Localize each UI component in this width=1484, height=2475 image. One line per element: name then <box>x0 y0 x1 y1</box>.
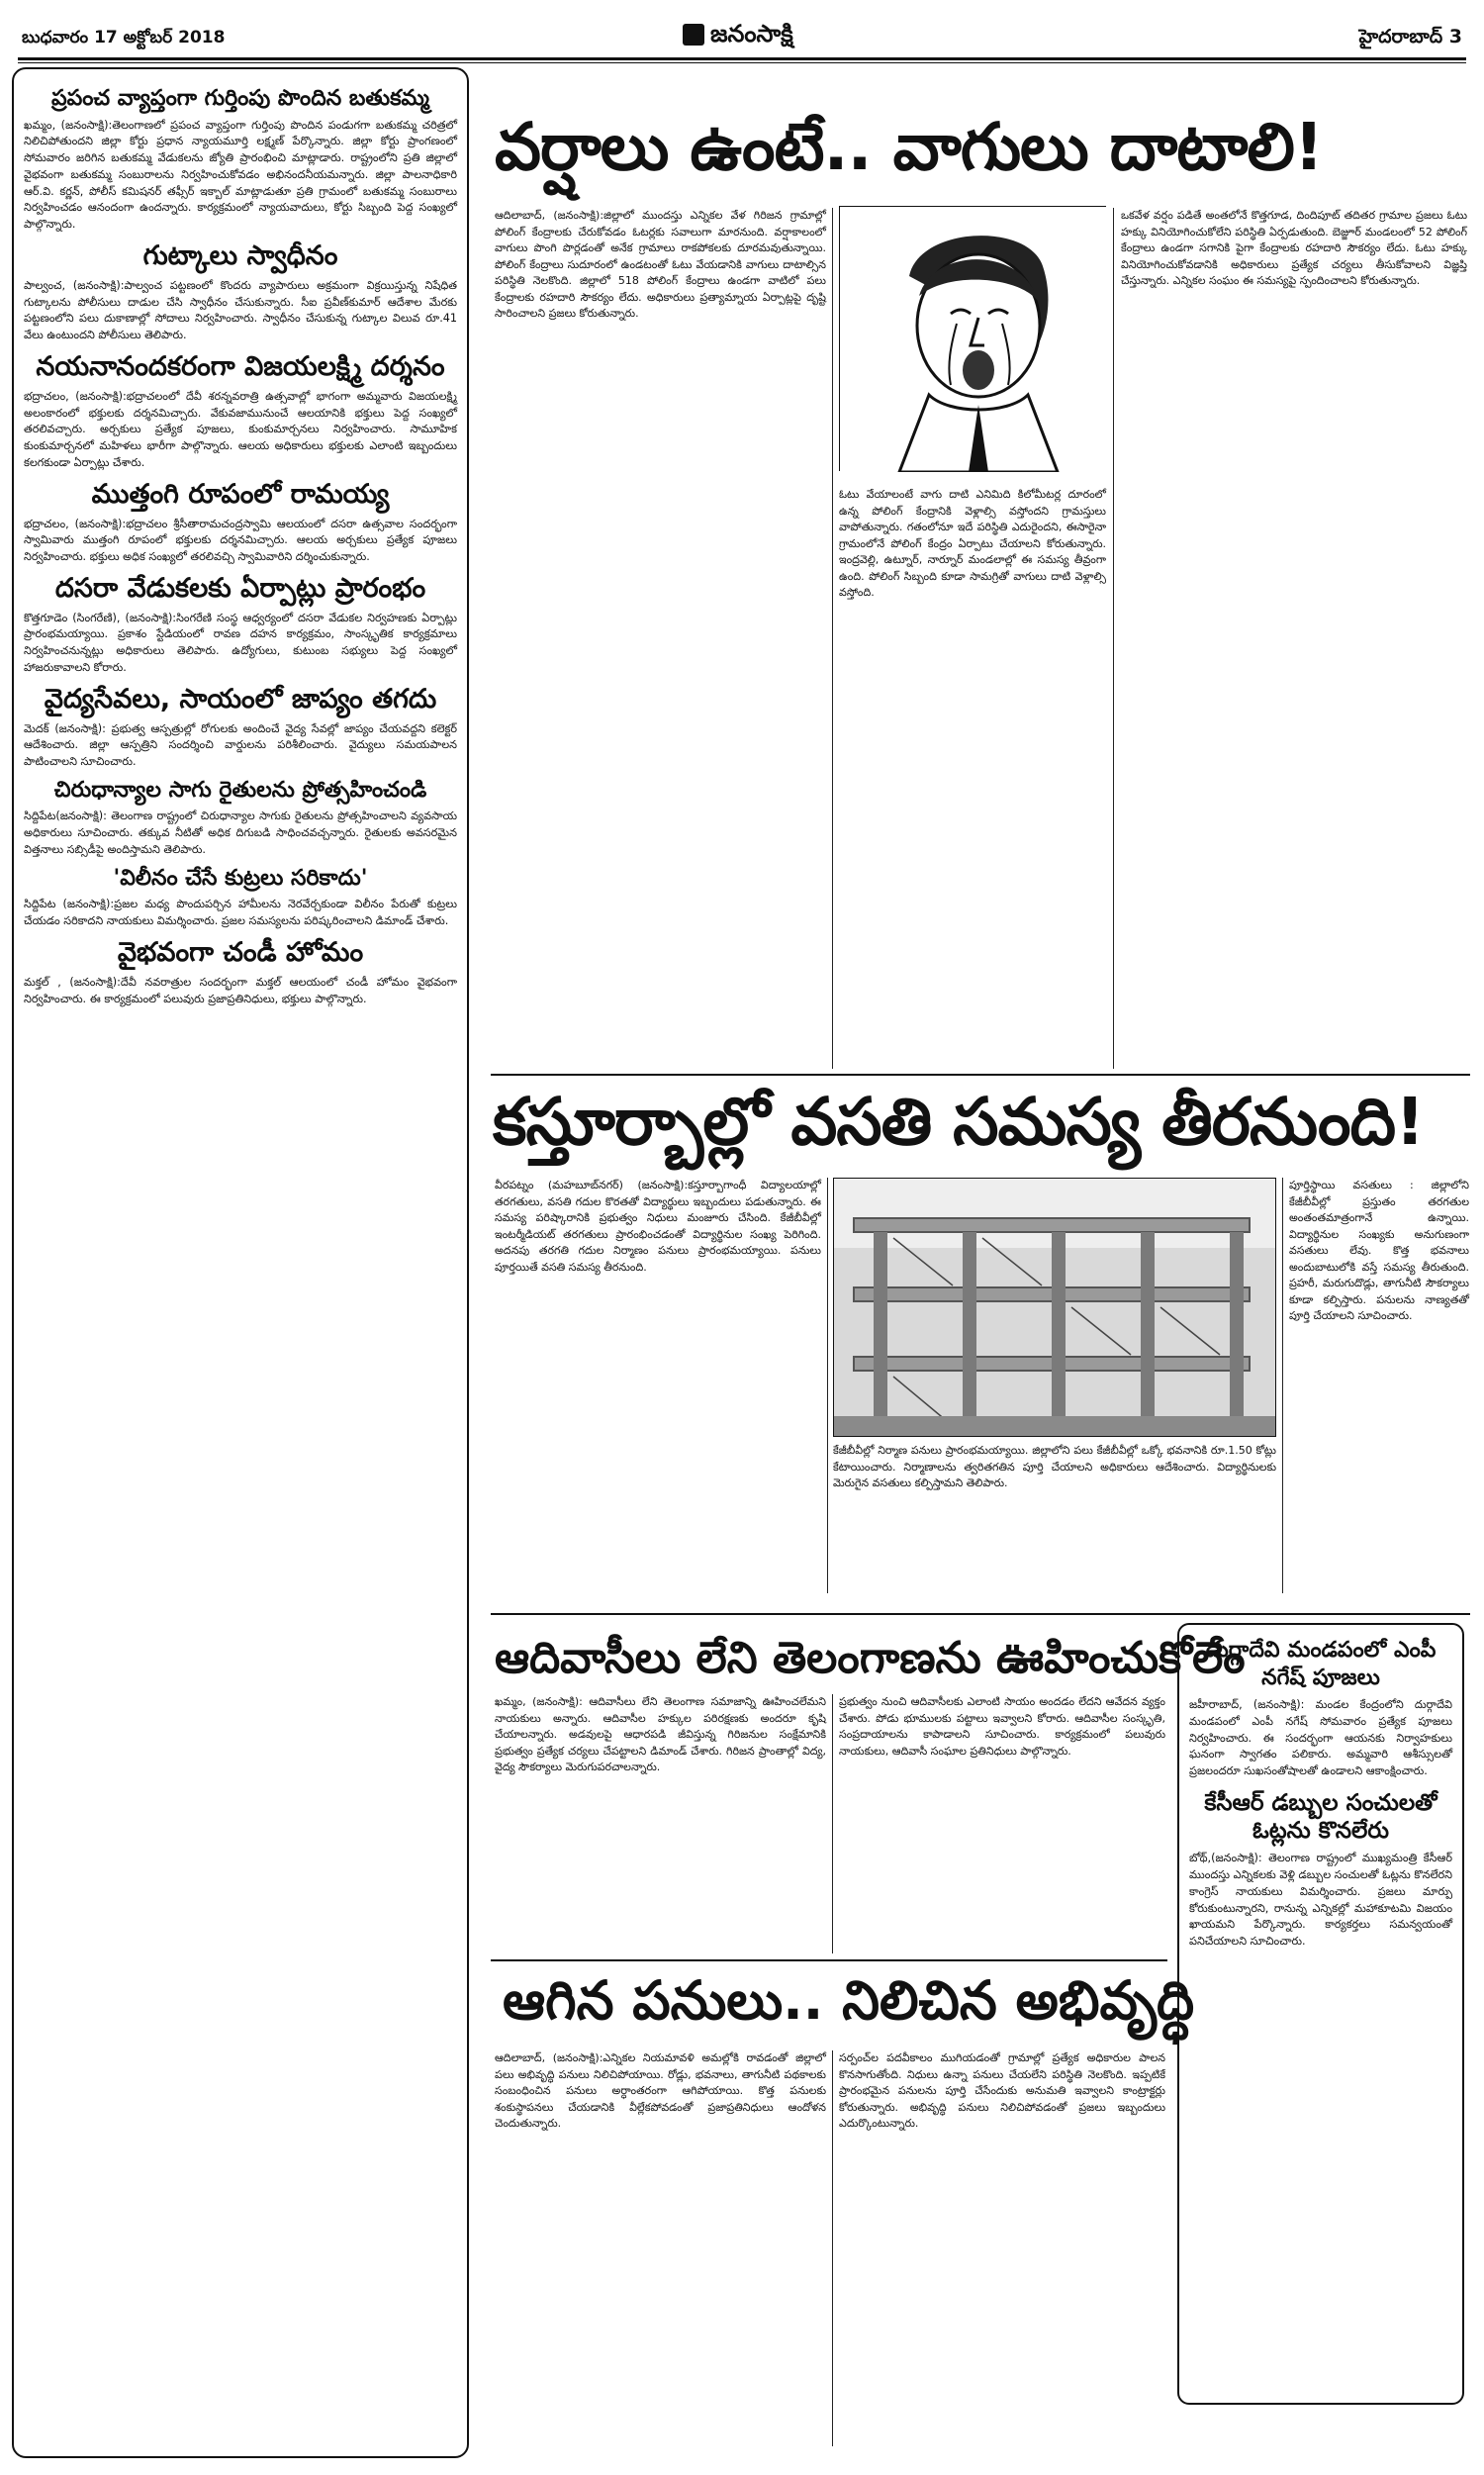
story1-column-3 <box>1121 208 1467 1069</box>
story3-column-2 <box>839 1694 1165 1953</box>
story3-text-2: ప్రభుత్వం నుంచి ఆదివాసీలకు ఎలాంటి సాయం అందడం లేదని ఆవేదన వ్యక్తం చేశారు. పోడు భూములకు పట్టాలు ఇవ్వాలని కోరారు. ఆదివాసీల సంస్కృతి, సంప్రదాయాలను కాపాడాలని సూచించారు. కార్యక్రమంలో పలువురు నాయకులు, ఆదివాసీ సంఘాల ప్రతినిధులు పాల్గొన్నారు. <box>839 1695 1165 1758</box>
left-headline-3: నయనానందకరంగా విజయలక్ష్మి దర్శనం <box>36 351 445 383</box>
story4-text-2: సర్పంచ్‌ల పదవీకాలం ముగియడంతో గ్రామాల్లో ప్రత్యేక అధికారుల పాలన కొనసాగుతోంది. నిధులు ఉన్నా పనులు చేయలేని పరిస్థితి నెలకొంది. ఇప్పటికే ప్రారంభమైన పనులను పూర్తి చేసేందుకు అనుమతి ఇవ్వాలని కాంట్రాక్టర్లు కోరుతున్నారు. అభివృద్ధి పనులు నిలిచిపోవడంతో ప్రజలు ఇబ్బందులు ఎదుర్కొంటున్నారు. <box>839 2051 1165 2130</box>
story3-text-1: ఖమ్మం, (జనంసాక్షి): ఆదివాసీలు లేని తెలంగాణ సమాజాన్ని ఊహించలేమని నాయకులు అన్నారు. ఆదివాసీల హక్కుల పరిరక్షణకు అందరూ కృషి చేయాలన్నారు. అడవులపై ఆధారపడి జీవిస్తున్న గిరిజనుల సంక్షేమానికి ప్రభుత్వం ప్రత్యేక చర్యలు చేపట్టాలని డిమాండ్ చేశారు. గిరిజన ప్రాంతాల్లో విద్య, వైద్య సౌకర్యాలు మెరుగుపరచాలన్నారు. <box>495 1695 826 1773</box>
left-headline-5: దసరా వేడుకలకు ఏర్పాట్లు ప్రారంభం <box>54 572 426 604</box>
story4-column-2 <box>839 2050 1165 2446</box>
story2-column-1 <box>495 1178 821 1593</box>
story4-column-1 <box>495 2050 826 2446</box>
left-article-9: మక్తల్ , (జనంసాక్షి):దేవీ నవరాత్రుల సందర్భంగా మక్తల్ ఆలయంలో చండీ హోమం వైభవంగా నిర్వహించారు. ఈ కార్యక్రమంలో పలువురు ప్రజాప్రతినిధులు, భక్తులు పాల్గొన్నారు. <box>24 975 457 1005</box>
story2-text-2: కేజీబీవీల్లో నిర్మాణ పనులు ప్రారంభమయ్యాయి. జిల్లాలోని పలు కేజీబీవీల్లో ఒక్కో భవనానికి రూ.1.50 కోట్లు కేటాయించారు. నిర్మాణాలను త్వరితగతిన పూర్తి చేయాలని అధికారులు ఆదేశించారు. విద్యార్థినులకు మెరుగైన వసతులు కల్పిస్తామని తెలిపారు. <box>833 1444 1276 1489</box>
left-headline-2: గుట్కాలు స్వాధీనం <box>142 240 338 272</box>
header-rule <box>18 57 1466 60</box>
building-under-construction-icon <box>834 1179 1276 1437</box>
story2-divider-1 <box>827 1178 828 1593</box>
story1-text-2: ఓటు వేయాలంటే వాగు దాటి ఎనిమిది కిలోమీటర్ల దూరంలో ఉన్న పోలింగ్ కేంద్రానికి వెళ్లాల్సి వస్తోందని గ్రామస్తులు వాపోతున్నారు. గతంలోనూ ఇదే పరిస్థితి ఎదురైందని, ఈసారైనా గ్రామంలోనే పోలింగ్ కేంద్రం ఏర్పాటు చేయాలని కోరుతున్నారు. ఇంద్రవెల్లి, ఉట్నూర్, నార్నూర్ మండలాల్లో ఈ సమస్య తీవ్రంగా ఉంది. పోలింగ్ సిబ్బంది కూడా సామగ్రితో వాగులు దాటి వెళ్లాల్సి వస్తోంది. <box>839 488 1106 599</box>
development-headline: ఆగిన పనులు.. నిలిచిన అభివృద్ధి <box>503 1969 1195 2032</box>
header-rule-thin <box>18 62 1466 63</box>
left-news-column <box>12 67 469 2458</box>
left-headline-1: ప్రపంచ వ్యాప్తంగా గుర్తింపు పొందిన బతుకమ్మ <box>50 86 430 111</box>
story1-text-1: ఆదిలాబాద్, (జనంసాక్షి):జిల్లాలో ముందస్తు ఎన్నికల వేళ గిరిజన గ్రామాల్లో పోలింగ్ కేంద్రాలకు చేరుకోవడం ఓటర్లకు సవాలుగా మారనుంది. వర్షాకాలంలో వాగులు పొంగి పొర్లడంతో అనేక గ్రామాలు రాకపోకలకు దూరమవుతున్నాయి. పోలింగ్ కేంద్రాలు సుదూరంలో ఉండటంతో ఓటు వేయడానికి వాగులు దాటాల్సిన పరిస్థితి నెలకొంది. జిల్లాలో 518 పోలింగ్ కేంద్రాలు ఉండగా వాటిలో పలు కేంద్రాలకు రహదారి సౌకర్యం లేదు. అధికారులు ప్రత్యామ్నాయ ఏర్పాట్లపై దృష్టి సారించాలని ప్రజలు కోరుతున్నారు. <box>495 209 826 320</box>
story1-divider-1 <box>832 208 833 1069</box>
issue-date: బుధవారం 17 అక్టోబర్ 2018 <box>22 28 226 48</box>
box-headline-1: దుర్గాదేవి మండపంలో ఎంపీ నగేష్ పూజలు <box>1205 1638 1437 1690</box>
left-headline-7: చిరుధాన్యాల సాగు రైతులను ప్రోత్సహించండి <box>53 777 427 803</box>
edition-city <box>1359 26 1463 52</box>
story1-divider-2 <box>1113 208 1114 1069</box>
story1-text-3: ఒకవేళ వర్షం పడితే అంతలోనే కొత్తగూడ, దిందిపూట్ తదితర గ్రామాల ప్రజలు ఓటు హక్కు వినియోగించుకోలేని పరిస్థితి ఏర్పడుతుంది. బెజ్జూర్ మండలంలో 52 పోలింగ్ కేంద్రాలు ఉండగా సగానికి పైగా కేంద్రాలకు రహదారి సౌకర్యం లేదు. ఓటు హక్కు వినియోగించుకోవడానికి అధికారులు ప్రత్యేక చర్యలు తీసుకోవాలని విజ్ఞప్తి చేస్తున్నారు. ఎన్నికల సంఘం ఈ సమస్యపై స్పందించాలని కోరుతున్నారు. <box>1121 209 1467 287</box>
masthead-logo <box>683 20 793 53</box>
city-name: హైదరాబాద్ <box>1358 26 1443 48</box>
story2-divider-2 <box>1282 1178 1283 1593</box>
logo-text: జనంసాక్షి <box>710 20 793 48</box>
main-headline: వర్షాలు ఉంటే.. వాగులు దాటాలి! <box>495 109 1323 185</box>
construction-photo <box>833 1178 1276 1437</box>
story3-divider <box>832 1694 833 1953</box>
logo-icon <box>683 24 704 46</box>
story2-text-1: వీరపట్నం (మహబూబ్‌నగర్) (జనంసాక్షి):కస్తూర్బాగాంధీ విద్యాలయాల్లో తరగతులు, వసతి గదుల కొరతతో విద్యార్థులు ఇబ్బందులు పడుతున్నారు. ఈ సమస్య పరిష్కారానికి ప్రభుత్వం నిధులు మంజూరు చేసింది. కేజీబీవీల్లో ఇంటర్మీడియట్ తరగతులు ప్రారంభించడంతో విద్యార్థినుల సంఖ్య పెరిగింది. అదనపు తరగతి గదుల నిర్మాణం పనులు ప్రారంభమయ్యాయి. పనులు పూర్తయితే వసతి సమస్య తీరనుంది. <box>495 1179 821 1274</box>
left-article-2: పాల్వంచ, (జనంసాక్షి):పాల్వంచ పట్టణంలో కొందరు వ్యాపారులు అక్రమంగా విక్రయిస్తున్న నిషేధిత గుట్కాలను పోలీసులు దాడుల చేసి స్వాధీనం చేసుకున్నారు. సీఐ ప్రవీణ్‌కుమార్ ఆదేశాల మేరకు పట్టణంలోని పలు దుకాణాల్లో సోదాలు నిర్వహించారు. స్వాధీనం చేసుకున్న గుట్కాల విలువ రూ.41 వేలు ఉంటుందని పోలీసులు తెలిపారు. <box>24 278 457 342</box>
story3-column-1 <box>495 1694 826 1953</box>
box-headline-2: కేసీఆర్ డబ్బుల సంచులతో ఓట్లను కొనలేరు <box>1204 1789 1438 1844</box>
crying-man-cartoon-icon <box>840 207 1107 472</box>
story4-text-1: ఆదిలాబాద్, (జనంసాక్షి):ఎన్నికల నియమావళి అమల్లోకి రావడంతో జిల్లాలో పలు అభివృద్ధి పనులు నిలిచిపోయాయి. రోడ్లు, భవనాలు, తాగునీటి పథకాలకు సంబంధించిన పనులు అర్ధాంతరంగా ఆగిపోయాయి. కొత్త పనులకు శంకుస్థాపనలు చేయడానికి వీల్లేకపోవడంతో ప్రజాప్రతినిధులు ఆందోళన చెందుతున్నారు. <box>495 2051 826 2130</box>
left-article-5: కొత్తగూడెం (సింగరేణి), (జనంసాక్షి):సింగరేణి సంస్థ ఆధ్వర్యంలో దసరా వేడుకల నిర్వహణకు ఏర్పాట్లు ప్రారంభమయ్యాయి. ప్రకాశం స్టేడియంలో రావణ దహన కార్యక్రమం, సాంస్కృతిక కార్యక్రమాలు నిర్వహించనున్నట్లు అధికారులు తెలిపారు. ఉద్యోగులు, కుటుంబ సభ్యులు పెద్ద సంఖ్యలో హాజరుకావాలని కోరారు. <box>24 611 457 675</box>
right-news-box <box>1177 1623 1464 2405</box>
story2-column-3 <box>1289 1178 1469 1593</box>
left-article-4: భద్రాచలం, (జనంసాక్షి):భద్రాచలం శ్రీసీతారామచంద్రస్వామి ఆలయంలో దసరా ఉత్సవాల సందర్భంగా స్వామివారు ముత్తంగి రూపంలో భక్తులకు దర్శనమిచ్చారు. ఆలయ అర్చకులు ప్రత్యేక పూజలు నిర్వహించారు. భక్తులు అధిక సంఖ్యలో తరలివచ్చి స్వామివారిని దర్శించుకున్నారు. <box>24 517 457 564</box>
box-article-2: బోథ్,(జనంసాక్షి): తెలంగాణ రాష్ట్రంలో ముఖ్యమంత్రి కేసీఆర్ ముందస్తు ఎన్నికలకు వెళ్లి డబ్బుల సంచులతో ఓట్లను కొనలేరని కాంగ్రెస్ నాయకులు విమర్శించారు. ప్రజలు మార్పు కోరుకుంటున్నారని, రానున్న ఎన్నికల్లో మహాకూటమి విజయం ఖాయమని పేర్కొన్నారు. కార్యకర్తలు సమన్వయంతో పనిచేయాలని సూచించారు. <box>1189 1852 1452 1949</box>
page-number: 3 <box>1448 26 1462 48</box>
section-rule-3 <box>491 1959 1167 1961</box>
box-article-1: జహీరాబాద్, (జనంసాక్షి): మండల కేంద్రంలోని దుర్గాదేవి మండపంలో ఎంపీ నగేష్ సోమవారం ప్రత్యేక పూజలు నిర్వహించారు. ఈ సందర్భంగా ఆయనకు నిర్వాహకులు ఘనంగా స్వాగతం పలికారు. అమ్మవారి ఆశీస్సులతో ప్రజలందరూ సుఖసంతోషాలతో ఉండాలని ఆకాంక్షించారు. <box>1189 1698 1452 1778</box>
cartoon-illustration <box>839 206 1106 471</box>
story2-column-2 <box>833 1443 1276 1601</box>
left-headline-8: 'విలీనం చేసే కుట్రలు సరికాదు' <box>113 865 368 891</box>
left-article-7: సిద్దిపేట(జనంసాక్షి): తెలంగాణ రాష్ట్రంలో చిరుధాన్యాల సాగుకు రైతులను ప్రోత్సహించాలని వ్యవసాయ అధికారులు సూచించారు. తక్కువ నీటితో అధిక దిగుబడి సాధించవచ్చన్నారు. రైతులకు అవసరమైన విత్తనాలు సబ్సిడీపై అందిస్తామని తెలిపారు. <box>24 809 457 857</box>
left-headline-6: వైద్యసేవలు, సాయంలో జాప్యం తగదు <box>44 683 437 714</box>
section-rule-1 <box>491 1074 1470 1076</box>
left-article-8: సిద్దిపేట (జనంసాక్షి):ప్రజల మధ్య పొందుపర్చిన హామీలను నెరవేర్చకుండా విలీనం పేరుతో కుట్రలు చేయడం సరికాదని నాయకులు విమర్శించారు. ప్రజల సమస్యలను పరిష్కరించాలని డిమాండ్ చేశారు. <box>24 898 457 928</box>
left-headline-4: ముత్తంగి రూపంలో రామయ్య <box>91 478 390 510</box>
adivasi-headline: ఆదివాసీలు లేని తెలంగాణను ఊహించుకోలేం <box>495 1633 1246 1683</box>
kasturba-headline: కస్తూర్బాల్లో వసతి సమస్య తీరనుంది! <box>493 1084 1425 1160</box>
story1-column-1 <box>495 208 826 1069</box>
story2-text-3: పూర్తిస్థాయి వసతులు : జిల్లాలోని కేజీబీవీల్లో ప్రస్తుతం తరగతుల అంతంతమాత్రంగానే ఉన్నాయి. విద్యార్థినుల సంఖ్యకు అనుగుణంగా వసతులు లేవు. కొత్త భవనాలు అందుబాటులోకి వస్తే సమస్య తీరుతుంది. ప్రహరీ, మరుగుదొడ్లు, తాగునీటి సౌకర్యాలు కూడా కల్పిస్తారు. పనులను నాణ్యతతో పూర్తి చేయాలని సూచించారు. <box>1289 1179 1469 1322</box>
story1-column-2 <box>839 487 1106 1071</box>
left-article-3: భద్రాచలం, (జనంసాక్షి):భద్రాచలంలో దేవీ శరన్నవరాత్రి ఉత్సవాల్లో భాగంగా అమ్మవారు విజయలక్ష్మి అలంకారంలో భక్తులకు దర్శనమిచ్చారు. వేకువజామునుంచే ఆలయానికి భక్తులు పెద్ద సంఖ్యలో తరలివచ్చారు. అర్చకులు ప్రత్యేక పూజలు, కుంకుమార్చనలు నిర్వహించారు. సామూహిక కుంకుమార్చనలో మహిళలు భారీగా పాల్గొన్నారు. ఆలయ అధికారులు భక్తులకు ఎలాంటి ఇబ్బందులు కలగకుండా ఏర్పాట్లు చేశారు. <box>24 389 457 469</box>
left-article-1: ఖమ్మం, (జనంసాక్షి):తెలంగాణలో ప్రపంచ వ్యాప్తంగా గుర్తింపు పొందిన పండుగగా బతుకమ్మ చరిత్రలో నిలిచిపోతుందని జిల్లా కోర్టు ప్రధాన న్యాయమూర్తి లక్ష్మణ్ పేర్కొన్నారు. జిల్లా కోర్టు ప్రాంగణంలో సోమవారం జరిగిన బతుకమ్మ వేడుకలను జ్యోతి ప్రారంభించి మాట్లాడారు. రాష్ట్రంలోని ప్రతి జిల్లాలో వైభవంగా బతుకమ్మ సంబురాలను నిర్వహించుకోవడం అభినందనీయమన్నారు. జిల్లా పాలనాధికారి ఆర్.వి. కర్ణన్, పోలీస్ కమిషనర్ తఫ్సీర్ ఇక్బాల్ మాట్లాడుతూ ప్రతి గ్రామంలో బతుకమ్మ సంబురాలు నిర్వహించడం ఆనందంగా ఉందన్నారు. కార్యక్రమంలో న్యాయవాదులు, కోర్టు సిబ్బంది పెద్ద సంఖ్యలో పాల్గొన్నారు. <box>24 118 457 232</box>
story4-divider <box>832 2050 833 2446</box>
section-rule-2 <box>491 1613 1470 1615</box>
left-headline-9: వైభవంగా చండీ హోమం <box>117 936 364 968</box>
left-article-6: మెదక్ (జనంసాక్షి): ప్రభుత్వ ఆస్పత్రుల్లో రోగులకు అందించే వైద్య సేవల్లో జాప్యం చేయవద్దని కలెక్టర్ ఆదేశించారు. జిల్లా ఆస్పత్రిని సందర్శించి వార్డులను పరిశీలించారు. వైద్యులు సమయపాలన పాటించాలని సూచించారు. <box>24 721 457 769</box>
